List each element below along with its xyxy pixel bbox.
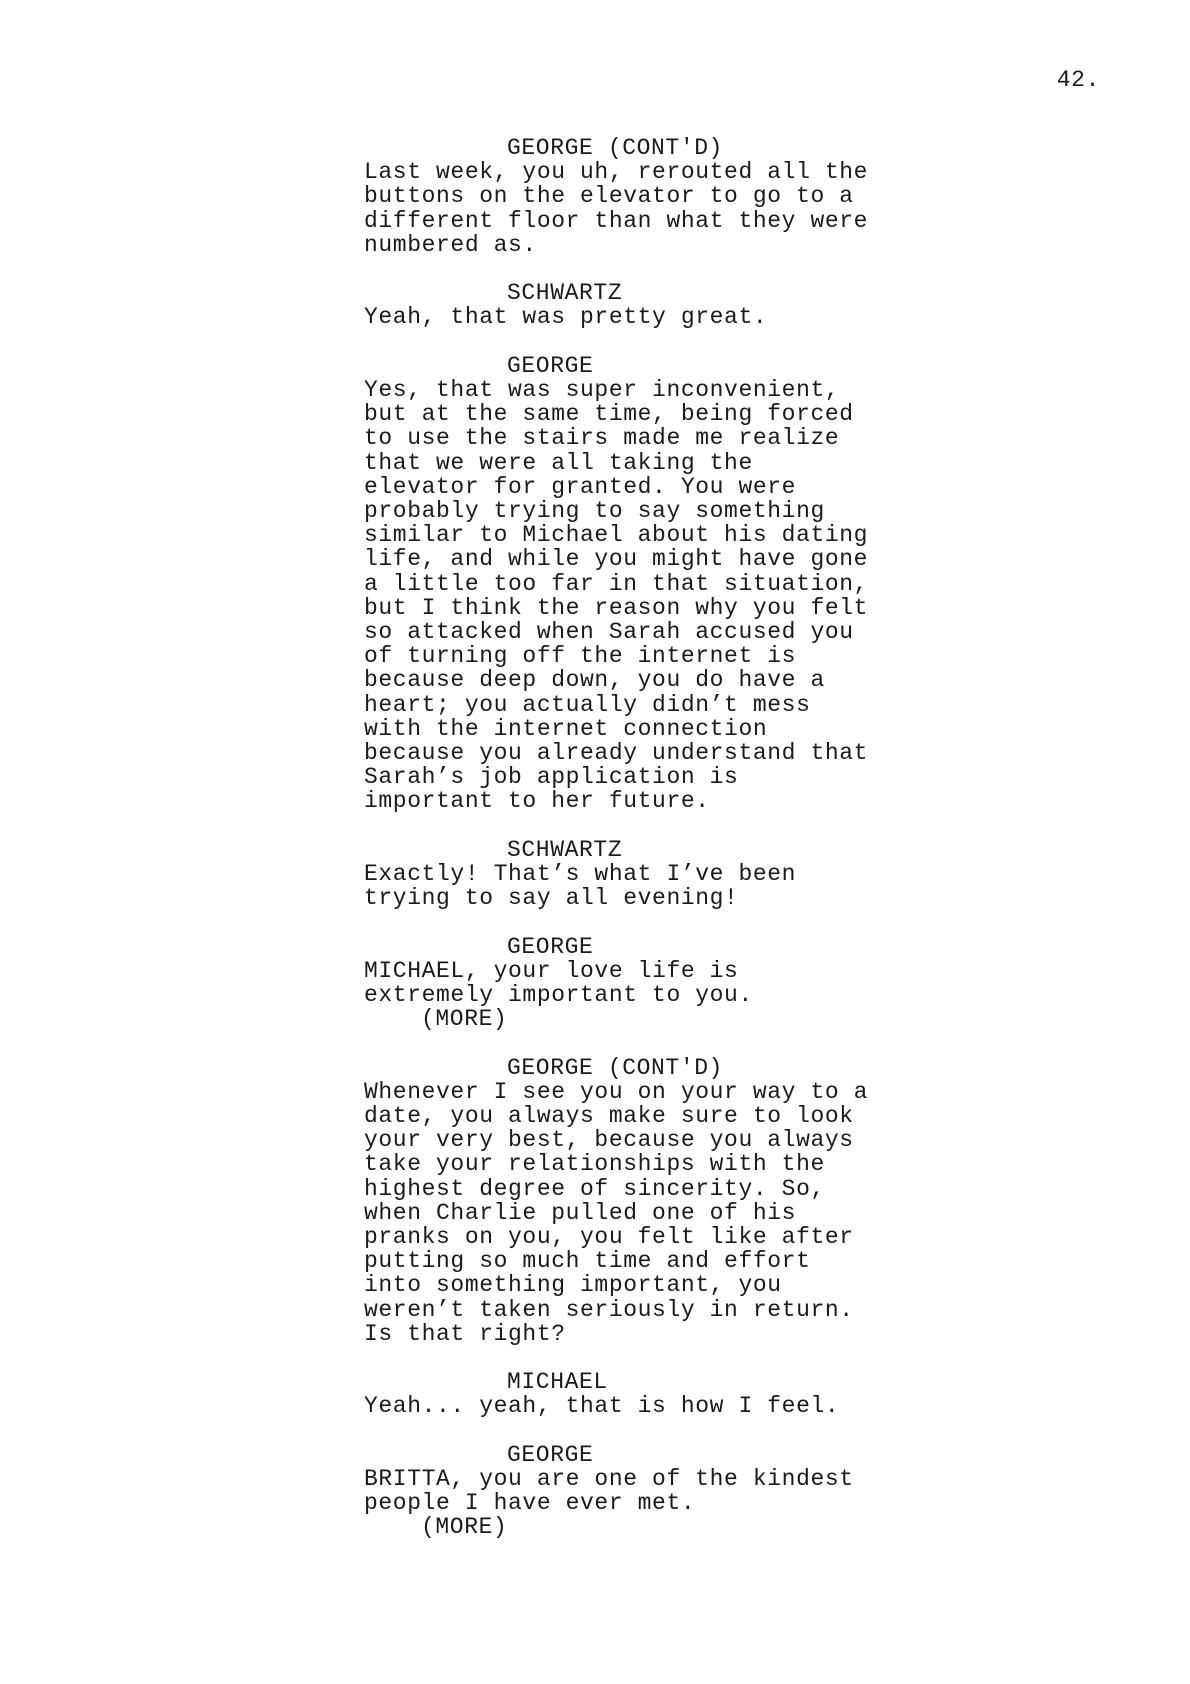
dialogue-line: weren’t taken seriously in return.: [364, 1296, 854, 1323]
dialogue-line: MICHAEL, your love life is: [364, 957, 739, 984]
dialogue-line: Last week, you uh, rerouted all the: [364, 159, 869, 186]
dialogue-line: putting so much time and effort: [364, 1248, 811, 1275]
dialogue-block: [364, 1056, 884, 1346]
dialogue-line: elevator for granted. You were: [364, 473, 797, 500]
screenplay-body: [364, 136, 884, 1564]
dialogue-line: take your relationships with the: [364, 1151, 825, 1178]
dialogue-line: buttons on the elevator to go to a: [364, 183, 854, 210]
dialogue-line: but at the same time, being forced: [364, 401, 854, 428]
dialogue-block: [364, 1370, 884, 1418]
dialogue-line: people I have ever met.: [364, 1490, 696, 1517]
dialogue-line: Sarah’s job application is: [364, 764, 739, 791]
dialogue-block: [364, 1443, 884, 1540]
dialogue-block: [364, 136, 884, 257]
dialogue-line: Yeah, that was pretty great.: [364, 304, 768, 331]
dialogue-line: numbered as.: [364, 231, 537, 258]
dialogue-line: probably trying to say something: [364, 498, 825, 525]
dialogue-line: Yeah... yeah, that is how I feel.: [364, 1393, 840, 1420]
dialogue-block: [364, 935, 884, 1032]
dialogue-line: because you already understand that: [364, 740, 869, 767]
dialogue-line: Whenever I see you on your way to a: [364, 1078, 869, 1105]
page-number: 42.: [1056, 67, 1100, 93]
dialogue-line: important to her future.: [364, 788, 710, 815]
dialogue-line: similar to Michael about his dating: [364, 522, 869, 549]
dialogue-line: when Charlie pulled one of his: [364, 1199, 797, 1226]
dialogue-line: Is that right?: [364, 1320, 566, 1347]
dialogue-line: different floor than what they were: [364, 207, 869, 234]
dialogue-block: [364, 838, 884, 911]
dialogue-line: extremely important to you.: [364, 982, 753, 1009]
dialogue-line: Yes, that was super inconvenient,: [364, 377, 840, 403]
more-continuation: (MORE): [421, 1514, 508, 1541]
dialogue-line: to use the stairs made me realize: [364, 425, 840, 452]
dialogue-line: pranks on you, you felt like after: [364, 1224, 854, 1251]
dialogue-line: heart; you actually didn’t mess: [364, 691, 811, 718]
dialogue-line: Exactly! That’s what I’ve been: [364, 861, 797, 888]
dialogue-line: trying to say all evening!: [364, 885, 739, 912]
dialogue-line: your very best, because you always: [364, 1127, 854, 1154]
dialogue-line: because deep down, you do have a: [364, 667, 825, 694]
character-name: MICHAEL: [507, 1369, 608, 1396]
dialogue-line: highest degree of sincerity. So,: [364, 1175, 825, 1202]
dialogue-line: a little too far in that situation,: [364, 570, 869, 597]
dialogue-line: date, you always make sure to look: [364, 1103, 854, 1130]
dialogue-line: into something important, you: [364, 1272, 782, 1299]
character-name: GEORGE (CONT'D): [507, 135, 724, 161]
dialogue-line: with the internet connection: [364, 715, 768, 742]
character-name: GEORGE: [507, 933, 594, 960]
dialogue-block: [364, 281, 884, 329]
character-name: GEORGE: [507, 1441, 594, 1468]
dialogue-line: that we were all taking the: [364, 449, 753, 476]
dialogue-line: of turning off the internet is: [364, 643, 797, 670]
character-name: GEORGE: [507, 352, 594, 379]
dialogue-line: life, and while you might have gone: [364, 546, 869, 573]
more-continuation: (MORE): [421, 1006, 508, 1033]
character-name: SCHWARTZ: [507, 280, 623, 307]
dialogue-line: but I think the reason why you felt: [364, 594, 869, 621]
character-name: SCHWARTZ: [507, 836, 623, 863]
dialogue-line: BRITTA, you are one of the kindest: [364, 1466, 854, 1493]
dialogue-block: [364, 354, 884, 814]
dialogue-line: so attacked when Sarah accused you: [364, 619, 854, 646]
character-name: GEORGE (CONT'D): [507, 1054, 724, 1081]
